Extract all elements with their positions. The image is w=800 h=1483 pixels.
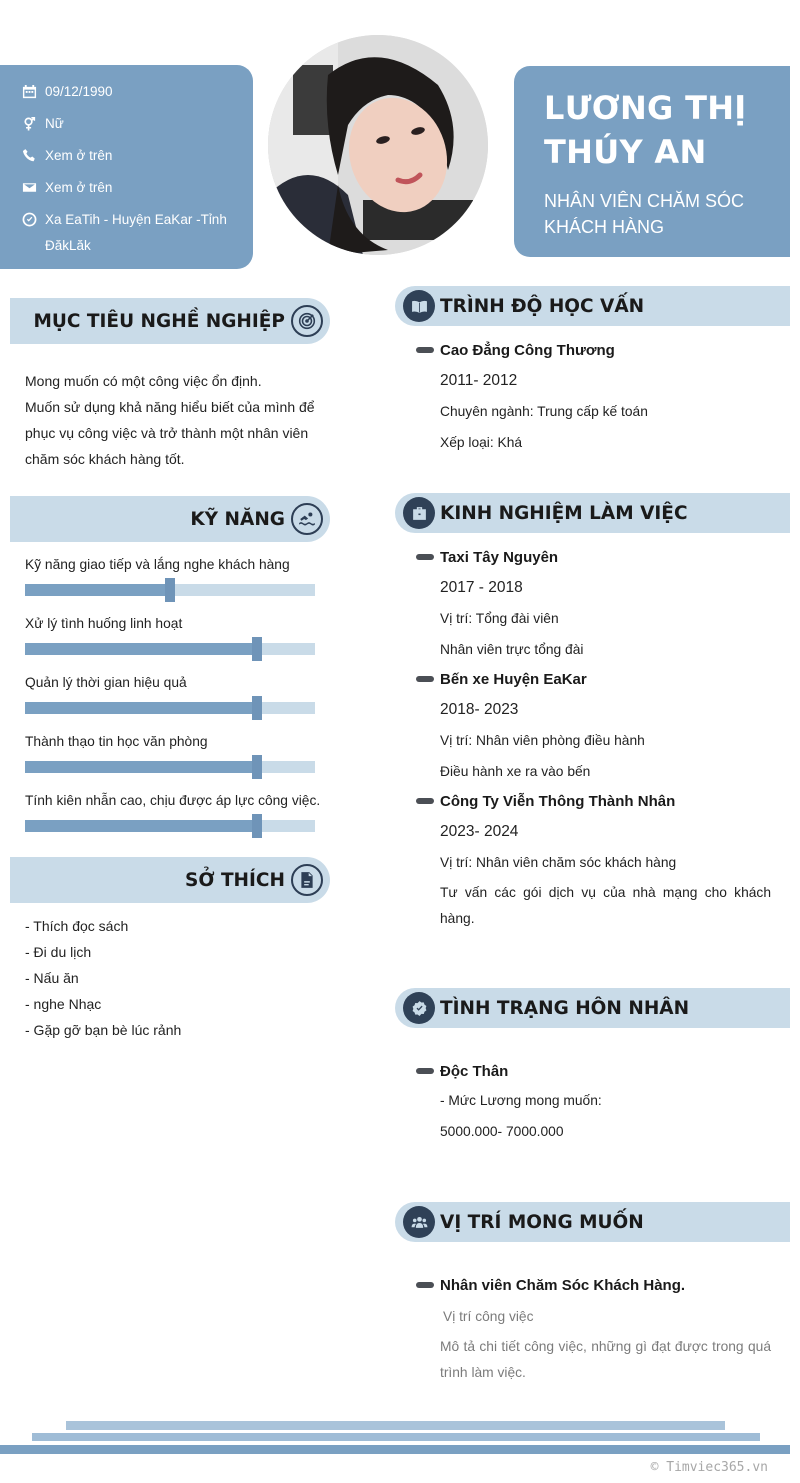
- marital-header: [395, 988, 790, 1028]
- bullet-dash: [416, 1068, 434, 1074]
- name-card: [514, 66, 790, 257]
- job-entry: [416, 670, 771, 782]
- location-icon: [20, 209, 38, 229]
- school-years: 2011- 2012: [440, 372, 518, 389]
- phone-text: Xem ở trên: [45, 148, 113, 163]
- hobby-item: - Thích đọc sách: [25, 918, 129, 934]
- marital-title: TÌNH TRẠNG HÔN NHÂN: [440, 997, 690, 1019]
- desired-header: [395, 1202, 790, 1242]
- salary-label: - Mức Lương mong muốn:: [440, 1093, 602, 1108]
- footer-bar-bottom: [0, 1445, 790, 1454]
- book-icon: [403, 290, 435, 322]
- contact-address-row: [20, 207, 235, 259]
- objective-text: [25, 368, 325, 472]
- job-company: Bến xe Huyện EaKar: [440, 671, 587, 688]
- desired-sub: Vị trí công việc: [443, 1309, 534, 1324]
- skill-level-marker: [252, 814, 262, 838]
- skill-label: Tính kiên nhẫn cao, chịu được áp lực công việc.: [25, 793, 321, 808]
- gender-text: Nữ: [45, 116, 64, 131]
- job-entry: [416, 792, 771, 932]
- copyright-text: © Timviec365.vn: [650, 1460, 768, 1475]
- footer-bar-middle: [32, 1433, 760, 1441]
- contact-phone-row: [20, 143, 235, 169]
- job-position: Vị trí: Tổng đài viên: [440, 611, 559, 626]
- skill-label: Thành thạo tin học văn phòng: [25, 734, 208, 749]
- marital-entry: [416, 1062, 771, 1142]
- hobbies-title: SỞ THÍCH: [185, 869, 285, 891]
- skill-level-marker: [165, 578, 175, 602]
- people-icon: [403, 1206, 435, 1238]
- job-years: 2023- 2024: [440, 823, 519, 840]
- briefcase-icon: [403, 497, 435, 529]
- skill-level-fill: [25, 643, 257, 655]
- skill-row: [25, 556, 320, 596]
- job-entry: [416, 548, 771, 660]
- skill-level-bar: [25, 643, 315, 655]
- skill-row: [25, 792, 320, 832]
- bullet-dash: [416, 676, 434, 682]
- job-company: Công Ty Viễn Thông Thành Nhân: [440, 793, 676, 810]
- skill-row: [25, 674, 320, 714]
- bullet-dash: [416, 1282, 434, 1288]
- job-years: 2017 - 2018: [440, 579, 523, 596]
- gender-icon: [20, 113, 38, 133]
- marital-status: Độc Thân: [440, 1063, 509, 1080]
- job-description: Điều hành xe ra vào bến: [440, 764, 591, 779]
- objective-line-2: Muốn sử dụng khả năng hiểu biết của mình để phục vụ công việc và trở thành một nhân viên chăm sóc khách hàng tốt.: [25, 399, 315, 467]
- objective-title: MỤC TIÊU NGHỀ NGHIỆP: [33, 310, 285, 332]
- skill-level-bar: [25, 761, 315, 773]
- profile-photo: [268, 35, 488, 255]
- hobby-item: - nghe Nhạc: [25, 996, 102, 1012]
- objective-line-1: Mong muốn có một công việc ổn định.: [25, 373, 262, 389]
- experience-header: [395, 493, 790, 533]
- job-position: Vị trí: Nhân viên phòng điều hành: [440, 733, 645, 748]
- footer-bar-top: [66, 1421, 725, 1430]
- skill-level-fill: [25, 820, 257, 832]
- job-role: NHÂN VIÊN CHĂM SÓC KHÁCH HÀNG: [544, 191, 745, 237]
- target-icon: [291, 305, 323, 337]
- job-description: Nhân viên trực tổng đài: [440, 642, 584, 657]
- objective-header: [10, 298, 330, 344]
- skill-level-marker: [252, 755, 262, 779]
- bullet-dash: [416, 554, 434, 560]
- swimmer-icon: [291, 503, 323, 535]
- envelope-icon: [20, 177, 38, 197]
- desired-entry: [416, 1276, 771, 1386]
- full-name: LƯƠNG THỊ THÚY AN: [544, 89, 747, 171]
- school-name: Cao Đẳng Công Thương: [440, 342, 615, 359]
- address-text: Xa EaTih - Huyện EaKar -Tỉnh ĐăkLăk: [45, 212, 227, 253]
- desired-description: Mô tả chi tiết công việc, những gì đạt được trong quá trình làm việc.: [440, 1339, 771, 1380]
- skill-level-marker: [252, 637, 262, 661]
- dob-text: 09/12/1990: [45, 84, 113, 99]
- skill-row: [25, 615, 320, 655]
- contact-card: [0, 65, 253, 269]
- skill-level-fill: [25, 584, 170, 596]
- education-title: TRÌNH ĐỘ HỌC VẤN: [440, 295, 645, 317]
- job-years: 2018- 2023: [440, 701, 519, 718]
- skill-level-bar: [25, 584, 315, 596]
- skills-header: [10, 496, 330, 542]
- hobby-item: - Nấu ăn: [25, 970, 79, 986]
- experience-title: KINH NGHIỆM LÀM VIỆC: [440, 502, 688, 524]
- skill-level-fill: [25, 761, 257, 773]
- desired-position: Nhân viên Chăm Sóc Khách Hàng.: [440, 1277, 686, 1294]
- skill-row: [25, 733, 320, 773]
- desired-title: VỊ TRÍ MONG MUỐN: [440, 1211, 644, 1233]
- skill-level-marker: [252, 696, 262, 720]
- contact-email-row: [20, 175, 235, 201]
- contact-dob-row: [20, 79, 235, 105]
- skill-label: Xử lý tình huống linh hoạt: [25, 616, 183, 631]
- skill-label: Kỹ năng giao tiếp và lắng nghe khách hàng: [25, 557, 290, 572]
- skills-title: KỸ NĂNG: [190, 508, 285, 530]
- bullet-dash: [416, 798, 434, 804]
- hobbies-header: [10, 857, 330, 903]
- education-header: [395, 286, 790, 326]
- job-description: Tư vấn các gói dịch vụ của nhà mạng cho khách hàng.: [440, 885, 771, 926]
- calendar-icon: [20, 81, 38, 101]
- skill-level-bar: [25, 702, 315, 714]
- hobbies-list: [25, 913, 181, 1043]
- phone-icon: [20, 145, 38, 165]
- job-position: Vị trí: Nhân viên chăm sóc khách hàng: [440, 855, 677, 870]
- email-text: Xem ở trên: [45, 180, 113, 195]
- check-badge-icon: [403, 992, 435, 1024]
- skill-level-bar: [25, 820, 315, 832]
- hobby-item: - Gặp gỡ bạn bè lúc rảnh: [25, 1022, 182, 1038]
- document-icon: [291, 864, 323, 896]
- hobby-item: - Đi du lịch: [25, 944, 92, 960]
- salary-value: 5000.000- 7000.000: [440, 1124, 564, 1139]
- job-company: Taxi Tây Nguyên: [440, 549, 559, 566]
- bullet-dash: [416, 347, 434, 353]
- school-major: Chuyên ngành: Trung cấp kế toán: [440, 404, 648, 419]
- education-entry: [416, 341, 771, 453]
- skill-level-fill: [25, 702, 257, 714]
- skill-label: Quản lý thời gian hiệu quả: [25, 675, 187, 690]
- school-grade: Xếp loại: Khá: [440, 435, 523, 450]
- contact-gender-row: [20, 111, 235, 137]
